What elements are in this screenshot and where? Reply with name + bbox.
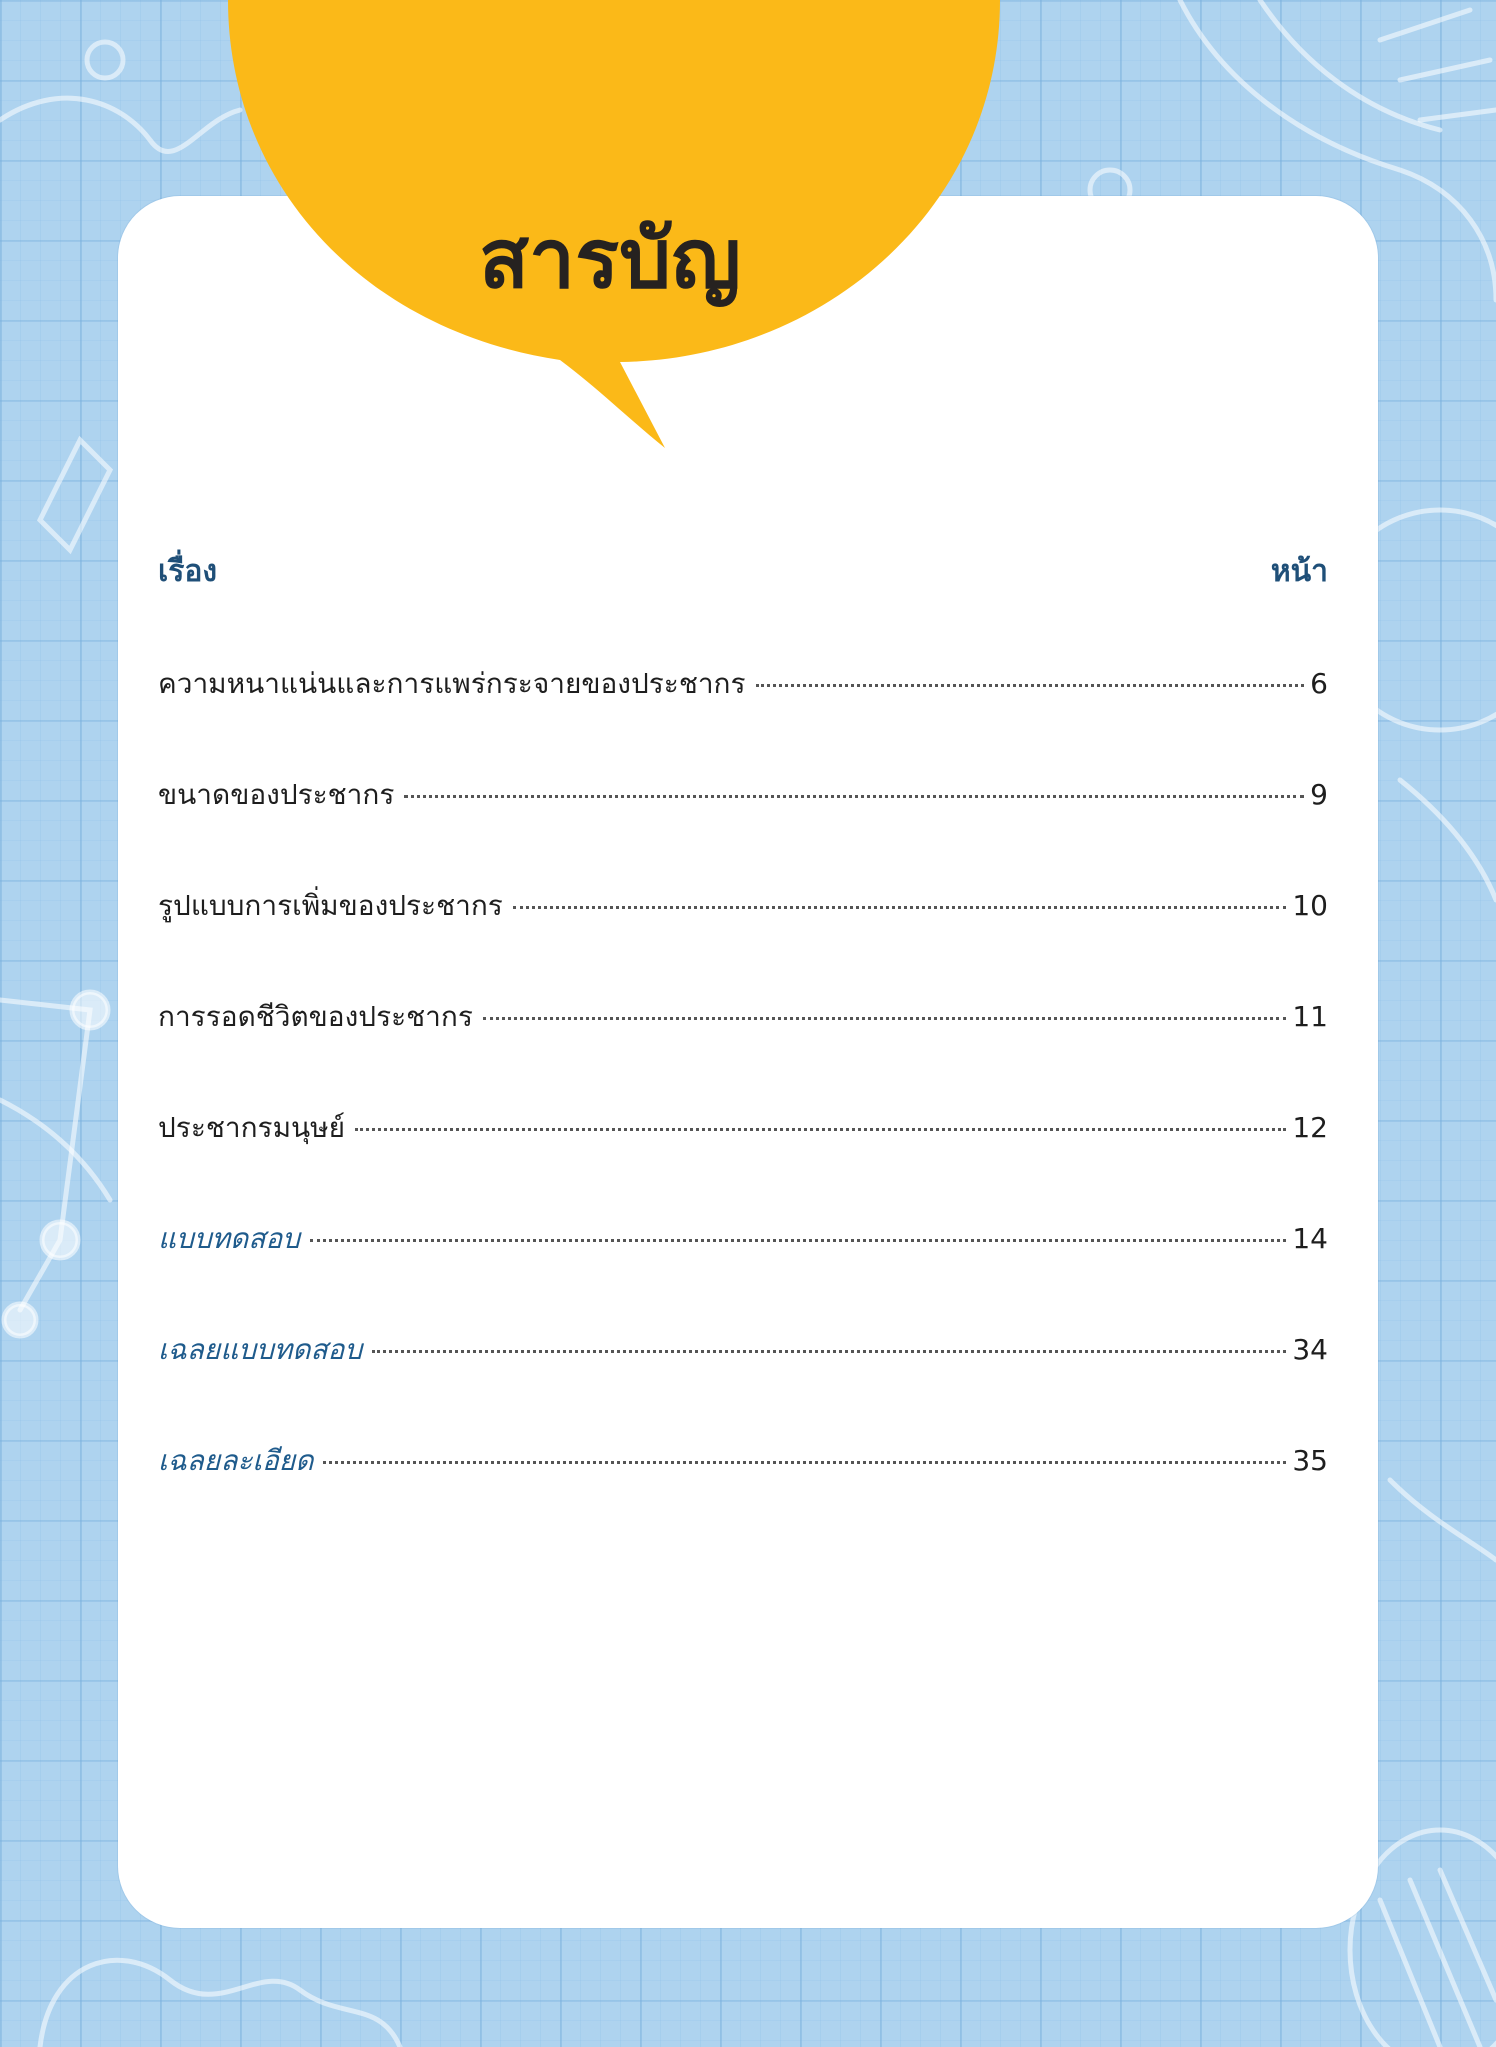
leader-dots xyxy=(756,684,1305,687)
leader-dots xyxy=(513,906,1287,909)
toc-entry-title: รูปแบบการเพิ่มของประชากร xyxy=(158,889,503,922)
doodle-node-3 xyxy=(4,1304,36,1336)
topic-column-header: เรื่อง xyxy=(158,554,218,589)
toc-entry-page: 35 xyxy=(1292,1444,1328,1477)
toc-entry-page: 9 xyxy=(1310,778,1328,811)
doodle-blob-bottomleft xyxy=(40,1960,400,2047)
toc-entry[interactable] xyxy=(158,656,1328,767)
table-of-contents xyxy=(158,656,1328,1544)
toc-entry-title: การรอดชีวิตของประชากร xyxy=(158,1000,473,1033)
doodle-node-2 xyxy=(42,1222,78,1258)
doodle-hatch-bottomright xyxy=(1380,1870,1496,2047)
toc-entry-title: ประชากรมนุษย์ xyxy=(158,1111,346,1144)
toc-entry-page: 10 xyxy=(1292,889,1328,922)
leader-dots xyxy=(355,1128,1286,1131)
leader-dots xyxy=(372,1350,1286,1353)
doodle-node-1 xyxy=(72,992,108,1028)
leader-dots xyxy=(483,1017,1286,1020)
doodle-curve-left-mid xyxy=(0,1100,110,1200)
toc-entry[interactable] xyxy=(158,878,1328,989)
toc-entry-page: 14 xyxy=(1292,1222,1328,1255)
leader-dots xyxy=(323,1461,1286,1464)
toc-entry-title: เฉลยละเอียด xyxy=(158,1444,314,1477)
page-column-header: หน้า xyxy=(1270,554,1328,589)
leader-dots xyxy=(404,795,1304,798)
toc-entry-title: แบบทดสอบ xyxy=(158,1222,300,1255)
page-title: สารบัญ xyxy=(478,212,742,307)
doodle-arc-right xyxy=(1400,780,1496,900)
doodle-curve-right-low xyxy=(1390,1480,1496,1560)
toc-entry[interactable] xyxy=(158,989,1328,1100)
leader-dots xyxy=(310,1239,1286,1242)
toc-entry-page: 6 xyxy=(1310,667,1328,700)
toc-entry[interactable] xyxy=(158,767,1328,878)
toc-entry-test[interactable] xyxy=(158,1211,1328,1322)
toc-entry-answers[interactable] xyxy=(158,1322,1328,1433)
toc-entry-title: เฉลยแบบทดสอบ xyxy=(158,1333,363,1366)
toc-entry[interactable] xyxy=(158,1100,1328,1211)
toc-entry-title: ขนาดของประชากร xyxy=(158,778,395,811)
toc-entry-page: 12 xyxy=(1292,1111,1328,1144)
toc-entry-page: 11 xyxy=(1292,1000,1328,1033)
toc-entry-detailed-answers[interactable] xyxy=(158,1433,1328,1544)
toc-entry-page: 34 xyxy=(1292,1333,1328,1366)
toc-entry-title: ความหนาแน่นและการแพร่กระจายของประชากร xyxy=(158,667,746,700)
